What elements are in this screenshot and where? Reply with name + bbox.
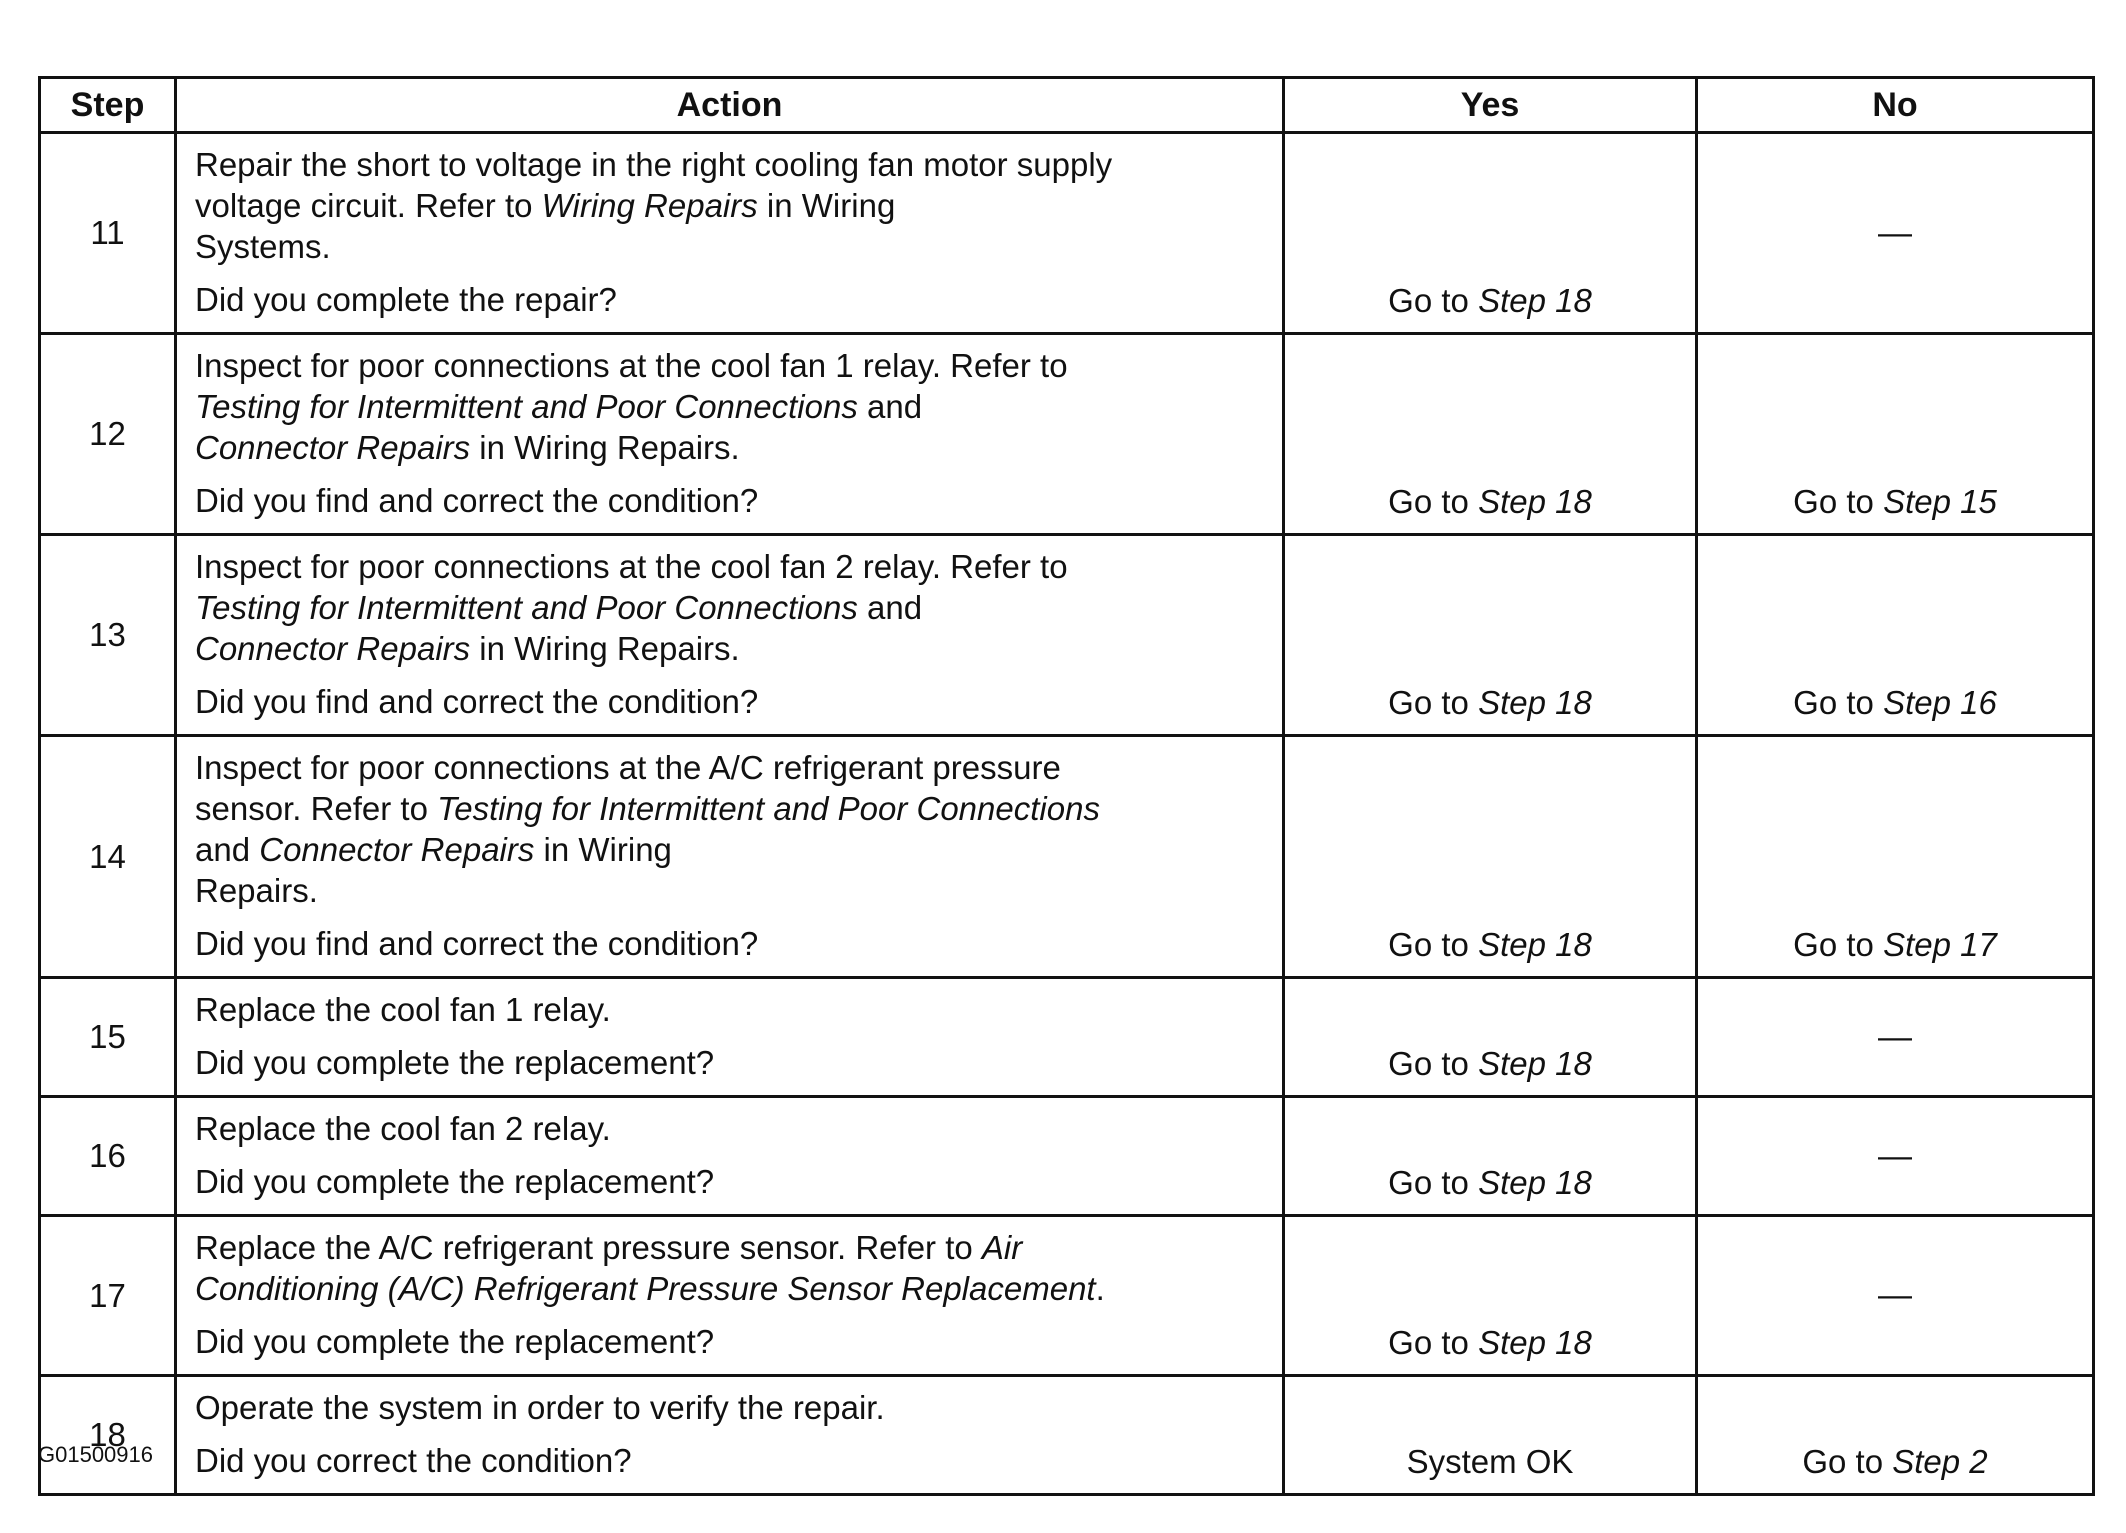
action-instruction: Replace the cool fan 2 relay. [195,1110,611,1147]
yes-result [1284,1216,1697,1376]
goto-prefix: Go to [1388,282,1479,319]
yes-result [1284,736,1697,978]
step-number: 18 [40,1376,176,1495]
table-body [40,133,2094,1495]
goto-step-target: Step 18 [1478,926,1592,963]
header-yes: Yes [1284,78,1697,133]
yes-result [1284,535,1697,736]
header-step: Step [40,78,176,133]
action-instruction: Replace the A/C refrigerant pressure sensor. Refer to Air Conditioning (A/C) Refrigerant Pressure Sensor Replacement. [195,1229,1105,1307]
yes-result [1284,1097,1697,1216]
no-result [1697,535,2094,736]
header-no: No [1697,78,2094,133]
table-row [40,736,2094,978]
action-cell [176,978,1284,1097]
action-instruction: Inspect for poor connections at the A/C refrigerant pressure sensor. Refer to Testing for Intermittent and Poor Connections and Connector Repairs in Wiring Repairs. [195,749,1100,909]
goto-step-target: Step 15 [1883,483,1997,520]
result-text: System OK [1406,1443,1574,1480]
no-result [1697,1097,2094,1216]
table-row [40,1097,2094,1216]
table-row [40,1376,2094,1495]
goto-prefix: Go to [1388,926,1479,963]
goto-prefix: Go to [1793,926,1884,963]
header-row [40,78,2094,133]
goto-step-target: Step 16 [1883,684,1997,721]
table-row [40,978,2094,1097]
action-instruction: Inspect for poor connections at the cool fan 2 relay. Refer to Testing for Intermittent and Poor Connections and Connector Repairs in Wiring Repairs. [195,548,1068,667]
yes-result [1284,334,1697,535]
step-number: 15 [40,978,176,1097]
header-action: Action [176,78,1284,133]
action-cell [176,736,1284,978]
action-cell [176,133,1284,334]
step-number: 17 [40,1216,176,1376]
action-question: Did you find and correct the condition? [195,482,759,519]
dash-mark: — [1878,1136,1912,1175]
yes-result [1284,978,1697,1097]
diagnostic-table [38,76,2095,1496]
table-row [40,535,2094,736]
no-result [1697,978,2094,1097]
action-cell [176,535,1284,736]
action-instruction: Replace the cool fan 1 relay. [195,991,611,1028]
action-question: Did you complete the repair? [195,281,617,318]
yes-result [1284,133,1697,334]
action-cell [176,1376,1284,1495]
goto-step-target: Step 18 [1478,282,1592,319]
action-question: Did you find and correct the condition? [195,683,759,720]
step-number: 16 [40,1097,176,1216]
action-instruction: Operate the system in order to verify the repair. [195,1389,885,1426]
action-question: Did you find and correct the condition? [195,925,759,962]
step-number: 11 [40,133,176,334]
yes-result [1284,1376,1697,1495]
action-cell [176,1216,1284,1376]
goto-prefix: Go to [1388,1164,1479,1201]
dash-mark: — [1878,1276,1912,1314]
no-result [1697,1376,2094,1495]
step-number: 13 [40,535,176,736]
goto-step-target: Step 18 [1478,483,1592,520]
goto-prefix: Go to [1388,684,1479,721]
step-number: 14 [40,736,176,978]
goto-step-target: Step 18 [1478,1045,1592,1082]
goto-step-target: Step 18 [1478,684,1592,721]
goto-prefix: Go to [1802,1443,1893,1480]
table-row [40,1216,2094,1376]
goto-prefix: Go to [1388,1045,1479,1082]
no-result [1697,736,2094,978]
action-instruction: Inspect for poor connections at the cool fan 1 relay. Refer to Testing for Intermittent and Poor Connections and Connector Repairs in Wiring Repairs. [195,347,1068,466]
figure-id: G01500916 [38,1442,153,1467]
action-cell [176,1097,1284,1216]
dash-mark: — [1878,1017,1912,1056]
table-row [40,133,2094,334]
action-question: Did you correct the condition? [195,1442,632,1479]
goto-prefix: Go to [1388,483,1479,520]
dash-mark: — [1878,213,1912,252]
goto-step-target: Step 18 [1478,1324,1592,1361]
goto-prefix: Go to [1793,684,1884,721]
action-question: Did you complete the replacement? [195,1323,715,1360]
table-row [40,334,2094,535]
action-question: Did you complete the replacement? [195,1044,715,1081]
goto-prefix: Go to [1793,483,1884,520]
no-result [1697,334,2094,535]
action-cell [176,334,1284,535]
goto-step-target: Step 2 [1892,1443,1988,1480]
no-result [1697,1216,2094,1376]
action-instruction: Repair the short to voltage in the right cooling fan motor supply voltage circuit. Refer to Wiring Repairs in Wiring Systems. [195,146,1113,265]
step-number: 12 [40,334,176,535]
no-result [1697,133,2094,334]
goto-step-target: Step 18 [1478,1164,1592,1201]
goto-prefix: Go to [1388,1324,1479,1361]
action-question: Did you complete the replacement? [195,1163,715,1200]
goto-step-target: Step 17 [1883,926,1997,963]
